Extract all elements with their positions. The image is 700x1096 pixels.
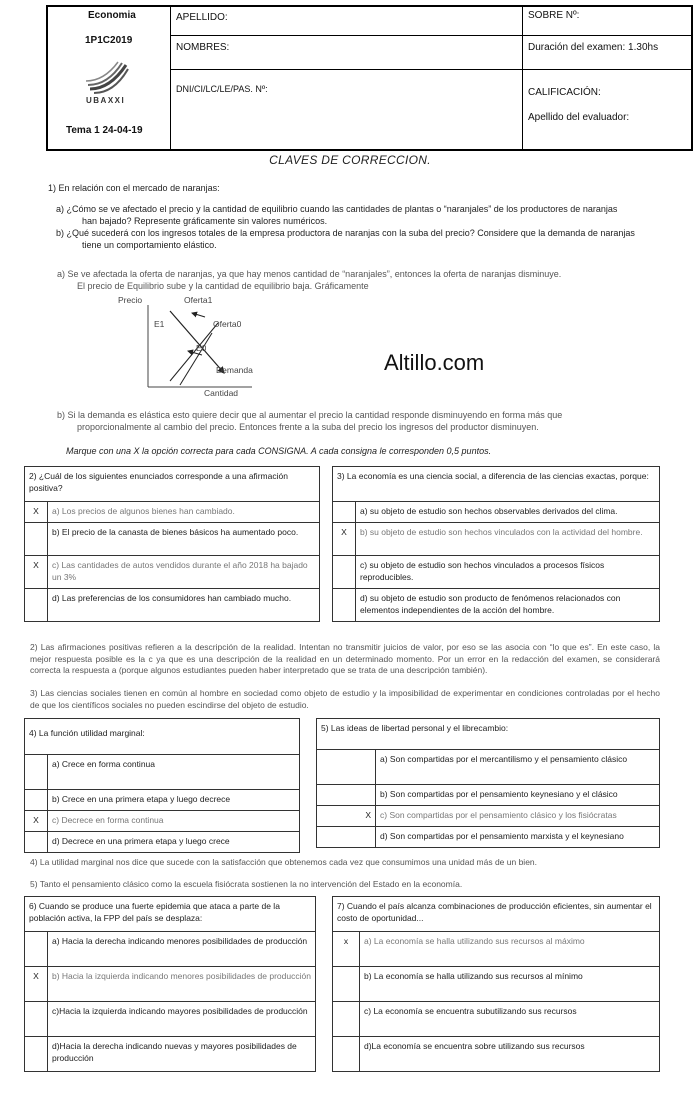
answer-mark-cell: [25, 1037, 48, 1072]
answer-mark-cell: [25, 790, 48, 811]
option-text-cell: c) Decrece en forma continua: [48, 811, 300, 832]
oferta0-label: Oferta0: [213, 319, 242, 329]
calificacion-label: CALIFICACIÓN:: [528, 87, 601, 98]
explanation-5: 5) Tanto el pensamiento clásico como la escuela fisiócrata sostienen la no intervención del Estado en la economía.: [30, 879, 463, 889]
exam-code: 1P1C2019: [85, 35, 133, 46]
answer-mark-cell: [317, 827, 376, 848]
instruction: Marque con una X la opción correcta para cada CONSIGNA. A cada consigna le corresponden 0,5 puntos.: [66, 446, 492, 456]
q7-table: [332, 896, 660, 1072]
q2-stem: 2) ¿Cuál de los siguientes enunciados corresponde a una afirmación positiva?: [25, 467, 320, 502]
option-text-cell: b) Crece en una primera etapa y luego decrece: [48, 790, 300, 811]
duracion-label: Duración del examen: 1.30hs: [528, 42, 659, 53]
shift-arrow-top: [192, 313, 205, 317]
option-text-cell: c) Son compartidas por el pensamiento clásico y los fisiócratas: [376, 806, 660, 827]
answer-mark-cell: [333, 556, 356, 589]
option-text-cell: a) Crece en forma continua: [48, 755, 300, 790]
ubaxxi-logo: [82, 59, 132, 105]
answer-mark-cell: [333, 589, 356, 622]
option-text-cell: a) Son compartidas por el mercantilismo y el pensamiento clásico: [376, 750, 660, 785]
q6-stem: 6) Cuando se produce una fuerte epidemia que ataca a parte de la población activa, la FPP del país se desplaza:: [25, 897, 316, 932]
answer-mark-cell: [333, 1037, 360, 1072]
option-text-cell: a) Los precios de algunos bienes han cambiado.: [48, 502, 320, 523]
option-text-cell: c) Las cantidades de autos vendidos durante el año 2018 ha bajado un 3%: [48, 556, 320, 589]
watermark: Altillo.com: [384, 350, 485, 375]
q5-table: [316, 718, 660, 848]
option-text-cell: d) Son compartidas por el pensamiento marxista y el keynesiano: [376, 827, 660, 848]
answer-mark-cell: x: [333, 932, 360, 967]
q5-stem: 5) Las ideas de libertad personal y el librecambio:: [317, 719, 660, 750]
evaluador-label: Apellido del evaluador:: [528, 112, 630, 123]
answer-mark-cell: X: [25, 556, 48, 589]
explanation-3: 3) Las ciencias sociales tienen en común al hombre en sociedad como objeto de estudio y la imposibilidad de experimentar en condiciones controladas por el hecho de que los científicos sociales no pueden escindirse del objeto de estudio.: [30, 688, 660, 710]
answer-mark-cell: [333, 967, 360, 1002]
q2-table: [24, 466, 320, 622]
option-text-cell: b) Son compartidas por el pensamiento keynesiano y el clásico: [376, 785, 660, 806]
cantidad-label: Cantidad: [204, 388, 239, 398]
q1-stem: 1) En relación con el mercado de naranjas:: [48, 183, 220, 193]
option-text-cell: b) La economía se halla utilizando sus recursos al mínimo: [360, 967, 660, 1002]
answer-mark-cell: [25, 932, 48, 967]
precio-label: Precio: [118, 295, 143, 305]
q4-stem: 4) La función utilidad marginal:: [25, 719, 300, 755]
tema-date: Tema 1 24-04-19: [66, 125, 143, 136]
option-text-cell: d) Decrece en una primera etapa y luego crece: [48, 832, 300, 853]
answer-mark-cell: [317, 750, 376, 785]
q1-answer-a: a) Se ve afectada la oferta de naranjas, ya que hay menos cantidad de “naranjales”, entonces la oferta de naranjas disminuye. El precio de Equilibrio sube y la cantidad de equilibrio baja. Gráficamente: [57, 269, 562, 291]
e1-label: E1: [154, 319, 165, 329]
oferta1-line: [170, 323, 218, 381]
option-text-cell: c) su objeto de estudio son hechos vinculados a procesos físicos reproducibles.: [356, 556, 660, 589]
answer-mark-cell: [25, 1002, 48, 1037]
answer-mark-cell: [333, 1002, 360, 1037]
option-text-cell: b) su objeto de estudio son hechos vinculados con la actividad del hombre.: [356, 523, 660, 556]
answer-mark-cell: X: [317, 806, 376, 827]
explanation-2: 2) Las afirmaciones positivas refieren a la descripción de la realidad. Intentan no transmitir juicios de valor, por eso se las asocia con “lo que es”. En este caso, la mejor respuesta posible es la c ya que es una descripción de la realidad en un determinado momento. Por un error en la redacción del examen, se considerará correcta la respuesta a (porque algunos estudiantes pueden haber interpretado que se trata de una descripción también).: [30, 642, 660, 675]
answer-mark-cell: X: [25, 811, 48, 832]
q6-table: [24, 896, 316, 1072]
demanda-label: Demanda: [216, 365, 253, 375]
q1-a: a) ¿Cómo se ve afectado el precio y la cantidad de equilibrio cuando las cantidades de plantas o “naranjales” de los productores de naranjas han bajado? Represente gráficamente sin valores numéricos.: [56, 204, 618, 226]
supply-demand-graph: [110, 293, 270, 399]
q3-stem: 3) La economía es una ciencia social, a diferencia de las ciencias exactas, porque:: [333, 467, 660, 502]
explanation-4: 4) La utilidad marginal nos dice que sucede con la satisfacción que obtenemos cada vez que consumimos una unidad más de un bien.: [30, 857, 538, 867]
exam-header: [46, 5, 693, 151]
option-text-cell: d)La economía se encuentra sobre utilizando sus recursos: [360, 1037, 660, 1072]
option-text-cell: b) El precio de la canasta de bienes básicos ha aumentado poco.: [48, 523, 320, 556]
q3-table: [332, 466, 660, 622]
q1-answer-b: b) Si la demanda es elástica esto quiere decir que al aumentar el precio la cantidad responde disminuyendo en forma más que proporcionalmente al cambio del precio. Entonces frente a la suba del precio los ingresos del productor disminuyen.: [57, 410, 563, 432]
dni-label: DNI/CI/LC/LE/PAS. Nº:: [176, 84, 268, 94]
apellido-label: APELLIDO:: [176, 12, 228, 23]
option-text-cell: c) La economía se encuentra subutilizando sus recursos: [360, 1002, 660, 1037]
q1-b: b) ¿Qué sucederá con los ingresos totales de la empresa productora de naranjas con la suba del precio? Considere que la demanda de naranjas tiene un comportamiento elástico.: [56, 228, 635, 250]
page-title: CLAVES DE CORRECCION.: [269, 153, 431, 167]
nombres-label: NOMBRES:: [176, 42, 230, 53]
answer-mark-cell: X: [333, 523, 356, 556]
option-text-cell: a) La economía se halla utilizando sus recursos al máximo: [360, 932, 660, 967]
option-text-cell: b) Hacia la izquierda indicando menores posibilidades de producción: [48, 967, 316, 1002]
answer-mark-cell: X: [25, 502, 48, 523]
answer-mark-cell: [25, 832, 48, 853]
q7-stem: 7) Cuando el país alcanza combinaciones de producción eficientes, sin aumentar el costo de oportunidad...: [333, 897, 660, 932]
svg-text:UBAXXI: UBAXXI: [86, 96, 126, 105]
answer-mark-cell: [25, 589, 48, 622]
answer-mark-cell: X: [25, 967, 48, 1002]
answer-mark-cell: [317, 785, 376, 806]
option-text-cell: c)Hacia la izquierda indicando mayores posibilidades de producción: [48, 1002, 316, 1037]
option-text-cell: d) Las preferencias de los consumidores han cambiado mucho.: [48, 589, 320, 622]
e0-label: E0: [196, 343, 207, 353]
option-text-cell: a) su objeto de estudio son hechos observables derivados del clima.: [356, 502, 660, 523]
answer-mark-cell: [333, 502, 356, 523]
sobre-label: SOBRE Nº:: [528, 10, 580, 21]
q4-table: [24, 718, 300, 853]
subject-label: Economia: [88, 10, 136, 21]
option-text-cell: d) su objeto de estudio son producto de fenómenos relacionados con elementos independientes de la acción del hombre.: [356, 589, 660, 622]
option-text-cell: d)Hacia la derecha indicando nuevas y mayores posibilidades de producción: [48, 1037, 316, 1072]
answer-mark-cell: [25, 755, 48, 790]
oferta1-label: Oferta1: [184, 295, 213, 305]
answer-mark-cell: [25, 523, 48, 556]
option-text-cell: a) Hacia la derecha indicando menores posibilidades de producción: [48, 932, 316, 967]
